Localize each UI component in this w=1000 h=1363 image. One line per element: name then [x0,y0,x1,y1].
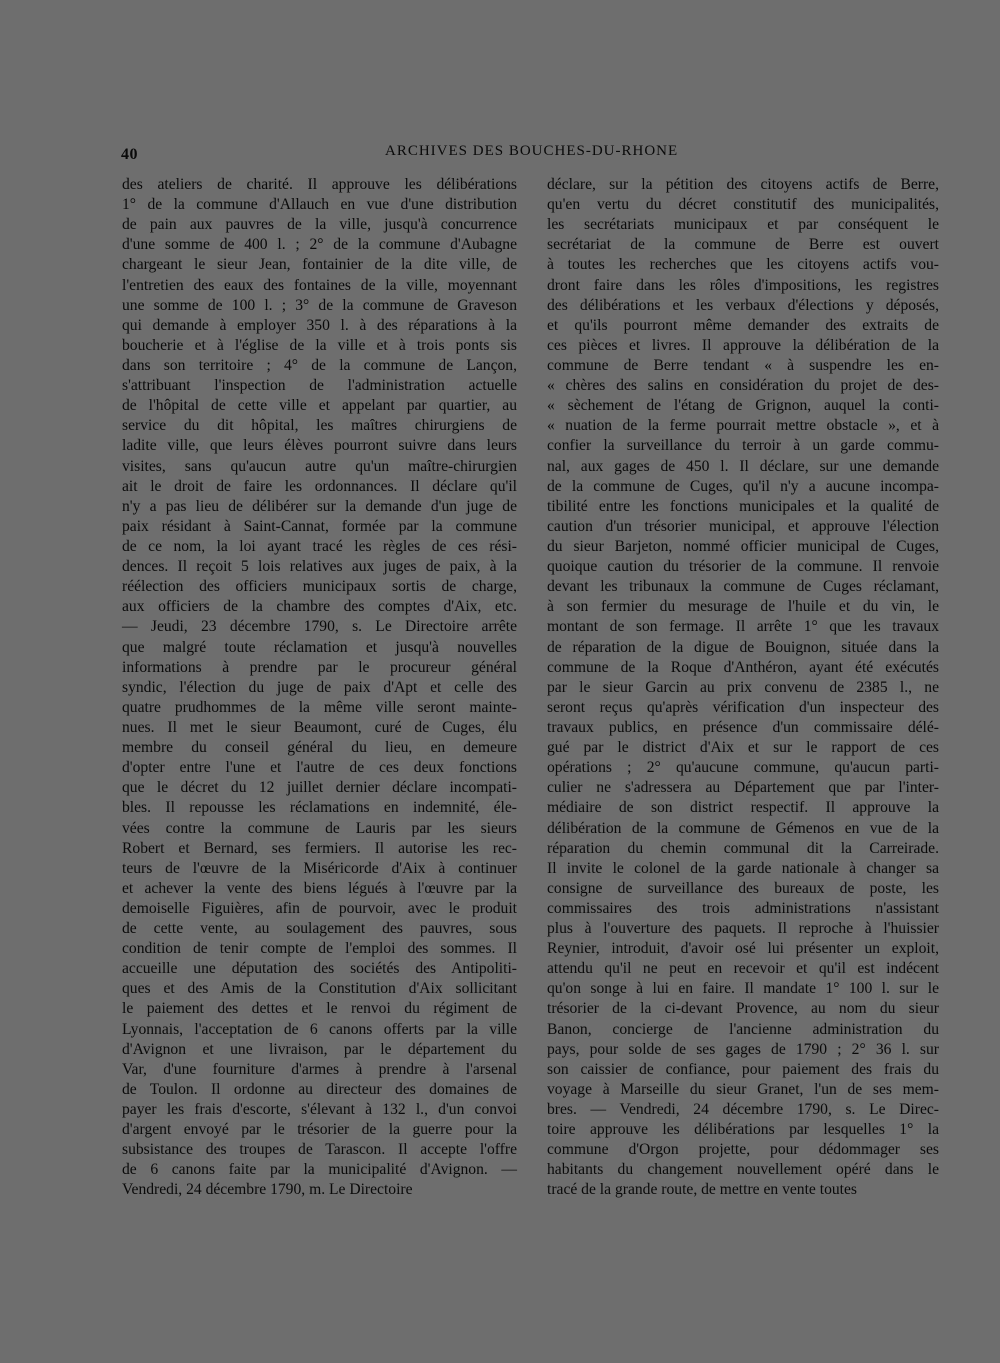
text-line: à son fermier du mesurage de l'huile et du vin, le [547,598,939,616]
text-line: secrétariat de la commune de Berre est ouvert [547,236,939,254]
text-line: nal, aux gages de 450 l. Il déclare, sur une demande [547,457,939,475]
text-line: visites, sans qu'aucun autre qu'un maître-chirurgien [122,457,517,475]
text-line: aux officiers de la chambre des comptes d'Aix, etc. [122,598,517,616]
text-line: du sieur Barjeton, nommé officier municipal de Cuges, [547,537,939,555]
text-line: Banon, concierge de l'ancienne administration du [547,1020,939,1038]
text-line: par le sieur Garcin au prix convenu de 2385 l., ne [547,678,939,696]
text-line: bres. — Vendredi, 24 décembre 1790, s. Le Direc- [547,1101,939,1119]
text-line: à toutes les recherches que les citoyens actifs vou- [547,256,939,274]
text-line: Reynier, introduit, d'avoir osé lui présenter un exploit, [547,940,939,958]
text-line: syndic, l'élection du juge de paix d'Apt et celle des [122,678,517,696]
text-line: déclare, sur la pétition des citoyens actifs de Berre, [547,176,939,193]
text-line: qui demande à employer 350 l. à des réparations à la [122,316,517,334]
text-line: de ce nom, la loi ayant tracé les règles de ces rési- [122,537,517,555]
text-line: commune de la Roque d'Anthéron, ayant été exécutés [547,658,939,676]
text-line: et qu'ils pourront même demander des extraits de [547,316,939,334]
text-line: « nuation de la ferme pourrait mettre obstacle », et à [547,417,939,435]
text-line: qu'en vertu du décret constitutif des municipalités, [547,196,939,214]
running-head: ARCHIVES DES BOUCHES-DU-RHONE [385,143,679,159]
text-line: chargeant le sieur Jean, fontainier de la dite ville, de [122,256,517,274]
text-line: dans son territoire ; 4° de la commune de Lançon, [122,356,517,374]
page-number: 40 [121,146,138,163]
text-line: caution d'un trésorier municipal, et approuve l'élection [547,517,939,535]
text-line: d'une somme de 400 l. ; 2° de la commune d'Aubagne [122,236,517,254]
text-line: de cette vente, au soulagement des pauvres, sous [122,920,517,938]
text-line: des délibérations et les verbaux d'élections y déposés, [547,296,939,314]
text-line: une somme de 100 l. ; 3° de la commune de Graveson [122,296,517,314]
text-line: payer les frais d'escorte, s'élevant à 132 l., d'un convoi [122,1101,517,1119]
text-line: son caissier de confiance, pour paiement des frais du [547,1060,939,1078]
text-line: qu'on songe à lui en faire. Il mandate 1° 100 l. sur le [547,980,939,998]
text-line: accueille une députation des sociétés des Antipoliti- [122,960,517,978]
text-line: voyage à Marseille du sieur Granet, l'un de ses mem- [547,1080,939,1098]
text-line: délibération de la commune de Gémenos en vue de la [547,819,939,837]
text-line: commissaires des trois administrations n'assistant [547,899,939,917]
text-line: demoiselle Figuières, afin de pourvoir, avec le produit [122,899,517,917]
text-line: Il invite le colonel de la garde nationale à changer sa [547,859,939,877]
text-line: dences. Il reçoit 5 lois relatives aux juges de paix, à la [122,558,517,576]
text-line: que malgré toute réclamation et jusqu'à nouvelles [122,638,517,656]
text-line: confier la surveillance du terroir à un garde commu- [547,437,939,455]
text-line: dront faire dans les rôles d'impositions, les registres [547,276,939,294]
text-line: commune de Berre tendant « à suspendre les en- [547,356,939,374]
text-line: de Toulon. Il ordonne au directeur des domaines de [122,1080,517,1098]
text-line: Var, d'une fourniture d'armes à prendre à l'arsenal [122,1060,517,1078]
text-line: — Jeudi, 23 décembre 1790, s. Le Directoire arrête [122,618,517,636]
text-line: service du dit hôpital, les maîtres chirurgiens de [122,417,517,435]
text-line: de réparation de la digue de Bouignon, située dans la [547,638,939,656]
text-line: attendu qu'il ne peut en recevoir et qu'il est indécent [547,960,939,978]
text-line: informations à prendre par le procureur général [122,658,517,676]
text-line: ques et des Amis de la Constitution d'Aix sollicitant [122,980,517,998]
text-line: gué par le district d'Aix et sur le rapport de ces [547,739,939,757]
text-line: les secrétariats municipaux et par conséquent le [547,216,939,234]
text-line: de la commune de Cuges, qu'il n'y a aucune incompa- [547,477,939,495]
text-line: toire approuve les délibérations par lesquelles 1° la [547,1121,939,1139]
text-line: ces pièces et livres. Il approuve la délibération de la [547,336,939,354]
text-line: quatre prudhommes de la même ville seront mainte- [122,698,517,716]
text-line: nues. Il met le sieur Beaumont, curé de Cuges, élu [122,718,517,736]
text-line: d'argent envoyé par le trésorier de la guerre pour la [122,1121,517,1139]
text-line: l'entretien des eaux des fontaines de la ville, moyennant [122,276,517,294]
text-line: le paiement des dettes et le renvoi du régiment de [122,1000,517,1018]
text-line: bles. Il repousse les réclamations en indemnité, éle- [122,799,517,817]
text-line: paix résidant à Saint-Cannat, formée par la commune [122,517,517,535]
text-line: consigne de surveillance des bureaux de poste, les [547,879,939,897]
text-line: n'y a pas lieu de délibérer sur la demande d'un juge de [122,497,517,515]
text-line: ladite ville, que leurs élèves pourront suivre dans leurs [122,437,517,455]
text-line: opérations ; 2° qu'aucune commune, qu'aucun parti- [547,759,939,777]
text-line: Lyonnais, l'acceptation de 6 canons offerts par la ville [122,1020,517,1038]
text-line: vées contre la commune de Lauris par les sieurs [122,819,517,837]
text-line: s'attribuant l'inspection de l'administration actuelle [122,377,517,395]
text-line: travaux publics, en présence d'un commissaire délé- [547,718,939,736]
text-line: culier ne s'adressera au Département que par l'inter- [547,779,939,797]
text-line: et achever la vente des biens légués à l'œuvre par la [122,879,517,897]
text-line: Robert et Bernard, ses fermiers. Il autorise les rec- [122,839,517,857]
text-line: pays, pour solde de ses gages de 1790 ; 2° 36 l. sur [547,1040,939,1058]
text-line: des ateliers de charité. Il approuve les délibérations [122,176,517,193]
text-line: quoique caution du trésorier de la commune. Il renvoie [547,558,939,576]
text-line: teurs de l'œuvre de la Miséricorde d'Aix à continuer [122,859,517,877]
text-line: que le décret du 12 juillet dernier déclare incompati- [122,779,517,797]
text-line: « chères des salins en considération du projet de des- [547,377,939,395]
text-line: de 6 canons faite par la municipalité d'Avignon. — [122,1161,517,1179]
text-line: 1° de la commune d'Allauch en vue d'une distribution [122,196,517,214]
text-line: membre du conseil général du lieu, en demeure [122,739,517,757]
text-line: réélection des officiers municipaux sortis de charge, [122,578,517,596]
left-text-column [122,175,517,1201]
text-line: boucherie et à l'église de la ville et à trois ponts sis [122,336,517,354]
text-line: « sèchement de l'étang de Grignon, auquel la conti- [547,397,939,415]
text-line: de pain aux pauvres de la ville, jusqu'à concurrence [122,216,517,234]
text-line: tibilité entre les fonctions municipales et la qualité de [547,497,939,515]
text-line: devant les tribunaux la commune de Cuges réclamant, [547,578,939,596]
text-line: tracé de la grande route, de mettre en vente toutes [547,1181,857,1199]
text-line: Vendredi, 24 décembre 1790, m. Le Directoire [122,1181,413,1199]
text-line: condition de tenir compte de l'emploi des sommes. Il [122,940,517,958]
right-text-column [547,175,939,1201]
text-line: ait le droit de faire les ordonnances. Il déclare qu'il [122,477,517,495]
text-line: plus à l'ouverture des paquets. Il reproche à l'huissier [547,920,939,938]
text-line: d'opter entre l'une et l'autre de ces deux fonctions [122,759,517,777]
text-line: d'Avignon et une livraison, par le département du [122,1040,517,1058]
text-line: montant de son fermage. Il arrête 1° que les travaux [547,618,939,636]
text-line: de l'hôpital de cette ville et appelant par quartier, au [122,397,517,415]
text-line: trésorier de la ci-devant Provence, au nom du sieur [547,1000,939,1018]
text-line: habitants du changement nouvellement opéré dans le [547,1161,939,1179]
text-line: seront reçus qu'après vérification d'un inspecteur des [547,698,939,716]
text-line: commune d'Orgon projette, pour dédommager ses [547,1141,939,1159]
text-line: réparation du chemin communal dit la Carreirade. [547,839,939,857]
text-line: subsistance des troupes de Tarascon. Il accepte l'offre [122,1141,517,1159]
text-line: médiaire de son district respectif. Il approuve la [547,799,939,817]
